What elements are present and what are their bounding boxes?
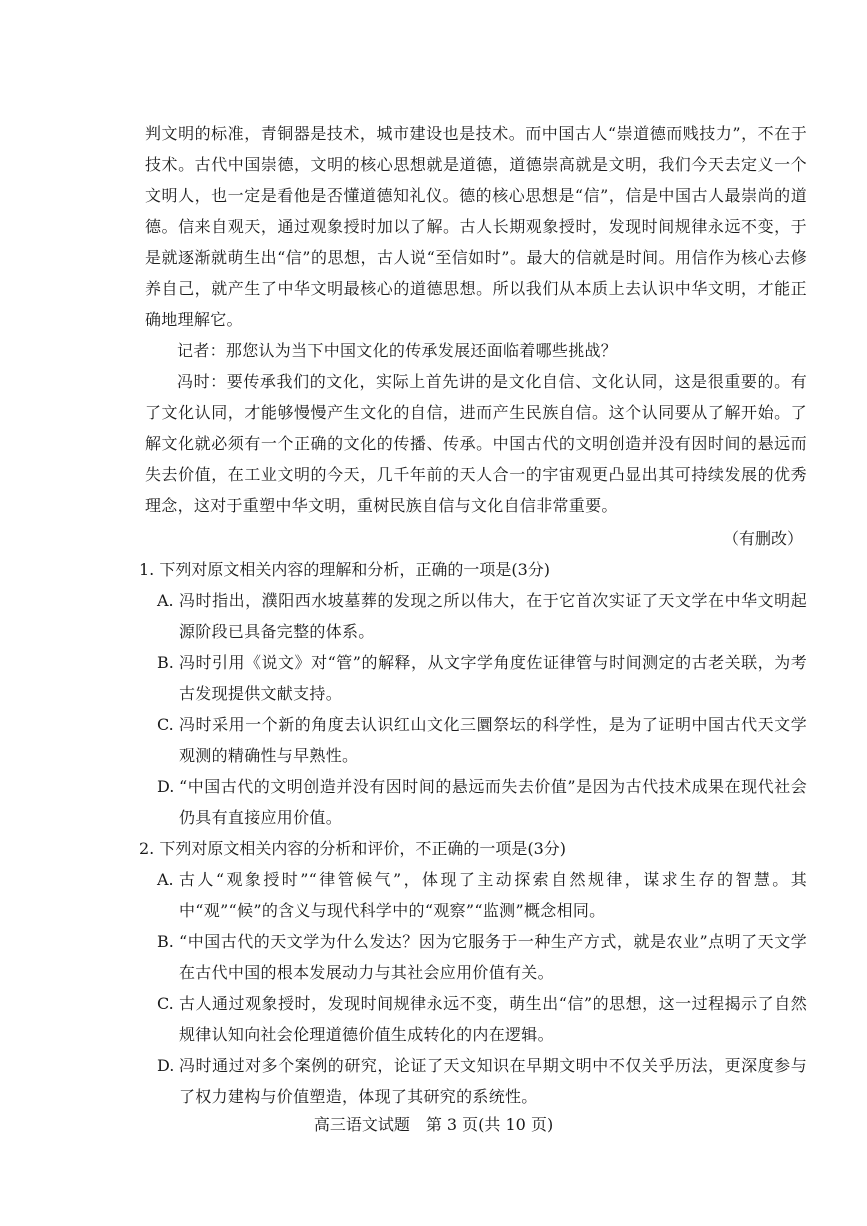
option-text: “中国古代的文明创造并没有因时间的悬远而失去价值”是因为古代技术成果在现代社会仍具有直接应用价值。 — [179, 777, 807, 827]
question-2 — [139, 833, 807, 1112]
option-letter: C. — [157, 715, 174, 734]
option-letter: A. — [157, 591, 174, 610]
option-letter: D. — [157, 1056, 175, 1075]
option-c — [157, 709, 807, 771]
option-text: 古人通过观象授时，发现时间规律永远不变，萌生出“信”的思想，这一过程揭示了自然规律认知向社会伦理道德价值生成转化的内在逻辑。 — [179, 994, 807, 1044]
page-footer: 高三语文试题 第 3 页(共 10 页) — [313, 1115, 554, 1134]
option-c — [157, 988, 807, 1050]
option-text: 古人“观象授时”“律管候气”，体现了主动探索自然规律，谋求生存的智慧。其中“观”“候”的含义与现代科学中的“观察”“监测”概念相同。 — [179, 870, 807, 920]
option-a — [157, 585, 807, 647]
option-letter: C. — [157, 994, 174, 1013]
option-text: 冯时通过对多个案例的研究，论证了天文知识在早期文明中不仅关乎历法，更深度参与了权力建构与价值塑造，体现了其研究的系统性。 — [179, 1056, 807, 1106]
option-text: 冯时引用《说文》对“管”的解释，从文字学角度佐证律管与时间测定的古老关联，为考古发现提供文献支持。 — [179, 653, 807, 703]
passage-paragraph: 判文明的标准，青铜器是技术，城市建设也是技术。而中国古人“崇道德而贱技力”，不在于技术。古代中国崇德，文明的核心思想就是道德，道德崇高就是文明，我们今天去定义一个文明人，也一定是看他是否懂道德知礼仪。德的核心思想是“信”，信是中国古人最崇尚的道德。信来自观天，通过观象授时加以了解。古人长期观象授时，发现时间规律永远不变，于是就逐渐就萌生出“信”的思想，古人说“至信如时”。最大的信就是时间。用信作为核心去修养自己，就产生了中华文明最核心的道德思想。所以我们从本质上去认识中华文明，才能正确地理解它。 — [145, 124, 807, 329]
question-stem: 1. 下列对原文相关内容的理解和分析，正确的一项是(3分) — [139, 560, 551, 579]
option-text: “中国古代的天文学为什么发达？因为它服务于一种生产方式，就是农业”点明了天文学在古代中国的根本发展动力与其社会应用价值有关。 — [179, 932, 807, 982]
source-note: （有删改） — [722, 529, 803, 548]
option-b — [157, 647, 807, 709]
option-letter: B. — [157, 932, 174, 951]
reading-passage — [145, 118, 807, 521]
option-letter: D. — [157, 777, 175, 796]
question-list — [139, 554, 807, 1112]
question-stem: 2. 下列对原文相关内容的分析和评价，不正确的一项是(3分) — [139, 839, 567, 858]
option-b — [157, 926, 807, 988]
option-text: 冯时采用一个新的角度去认识红山文化三圜祭坛的科学性，是为了证明中国古代天文学观测的精确性与早熟性。 — [179, 715, 807, 765]
option-d — [157, 1050, 807, 1112]
option-letter: B. — [157, 653, 174, 672]
passage-paragraph: 冯时：要传承我们的文化，实际上首先讲的是文化自信、文化认同，这是很重要的。有了文化认同，才能够慢慢产生文化的自信，进而产生民族自信。这个认同要从了解开始。了解文化就必须有一个正确的文化的传播、传承。中国古代的文明创造并没有因时间的悬远而失去价值，在工业文明的今天，几千年前的天人合一的宇宙观更凸显出其可持续发展的优秀理念，这对于重塑中华文明，重树民族自信与文化自信非常重要。 — [145, 372, 807, 515]
option-letter: A. — [157, 870, 174, 889]
question-1 — [139, 554, 807, 833]
option-text: 冯时指出，濮阳西水坡墓葬的发现之所以伟大，在于它首次实证了天文学在中华文明起源阶段已具备完整的体系。 — [179, 591, 807, 641]
passage-paragraph: 记者：那您认为当下中国文化的传承发展还面临着哪些挑战？ — [177, 341, 618, 360]
option-a — [157, 864, 807, 926]
option-d — [157, 771, 807, 833]
